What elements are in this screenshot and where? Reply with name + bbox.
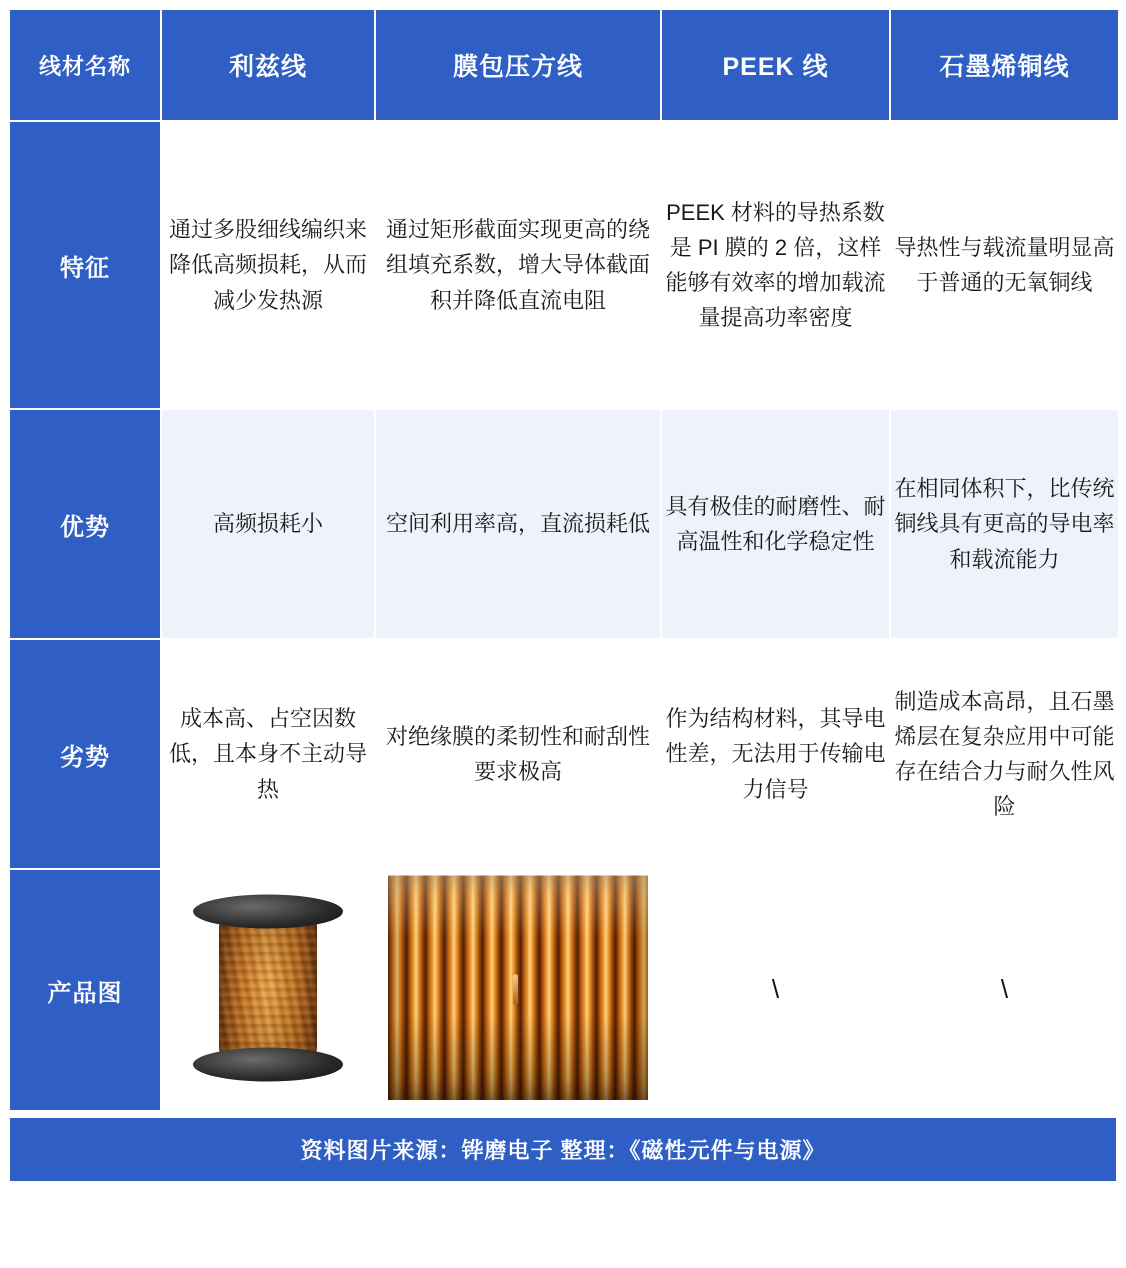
cell-image-peek: \ [661, 869, 890, 1111]
table-row [9, 121, 1119, 409]
coil-winding-graphic [388, 875, 648, 1100]
row-label-disadvantage: 劣势 [9, 639, 161, 869]
cell-disadvantage-film: 对绝缘膜的柔韧性和耐刮性要求极高 [375, 639, 661, 869]
cell-image-graphene: \ [890, 869, 1119, 1111]
source-footer: 资料图片来源：铧磨电子 整理：《磁性元件与电源》 [8, 1116, 1118, 1183]
column-header-litz: 利兹线 [161, 9, 375, 121]
table-row [9, 409, 1119, 639]
flat-enameled-coil-photo [376, 875, 660, 1100]
cell-disadvantage-graphene: 制造成本高昂，且石墨烯层在复杂应用中可能存在结合力与耐久性风险 [890, 639, 1119, 869]
spool-flange-top [193, 894, 343, 928]
cell-image-litz [161, 869, 375, 1111]
cell-feature-graphene: 导热性与载流量明显高于普通的无氧铜线 [890, 121, 1119, 409]
coil-sheen [388, 875, 648, 1100]
cell-disadvantage-litz: 成本高、占空因数低，且本身不主动导热 [161, 639, 375, 869]
cell-advantage-litz: 高频损耗小 [161, 409, 375, 639]
cell-advantage-film: 空间利用率高，直流损耗低 [375, 409, 661, 639]
row-label-advantage: 优势 [9, 409, 161, 639]
spool-shading [219, 916, 317, 1058]
cell-feature-litz: 通过多股细线编织来降低高频损耗，从而减少发热源 [161, 121, 375, 409]
table-header-row [9, 9, 1119, 121]
column-header-name: 线材名称 [9, 9, 161, 121]
row-label-feature: 特征 [9, 121, 161, 409]
cell-image-film [375, 869, 661, 1111]
cell-advantage-peek: 具有极佳的耐磨性、耐高温性和化学稳定性 [661, 409, 890, 639]
column-header-peek: PEEK 线 [661, 9, 890, 121]
litz-wire-bobbin-photo [162, 875, 374, 1100]
cell-advantage-graphene: 在相同体积下，比传统铜线具有更高的导电率和载流能力 [890, 409, 1119, 639]
comparison-sheet [0, 8, 1126, 1268]
cell-disadvantage-peek: 作为结构材料，其导电性差，无法用于传输电力信号 [661, 639, 890, 869]
column-header-film: 膜包压方线 [375, 9, 661, 121]
table-row [9, 869, 1119, 1111]
wire-comparison-table [8, 8, 1120, 1112]
wire-spool-graphic [193, 890, 343, 1085]
spool-flange-bottom [193, 1047, 343, 1081]
table-row [9, 639, 1119, 869]
coil-highlight [513, 974, 518, 1004]
row-label-product-image: 产品图 [9, 869, 161, 1111]
cell-feature-film: 通过矩形截面实现更高的绕组填充系数，增大导体截面积并降低直流电阻 [375, 121, 661, 409]
column-header-graphene: 石墨烯铜线 [890, 9, 1119, 121]
cell-feature-peek: PEEK 材料的导热系数是 PI 膜的 2 倍，这样能够有效率的增加载流量提高功率密度 [661, 121, 890, 409]
